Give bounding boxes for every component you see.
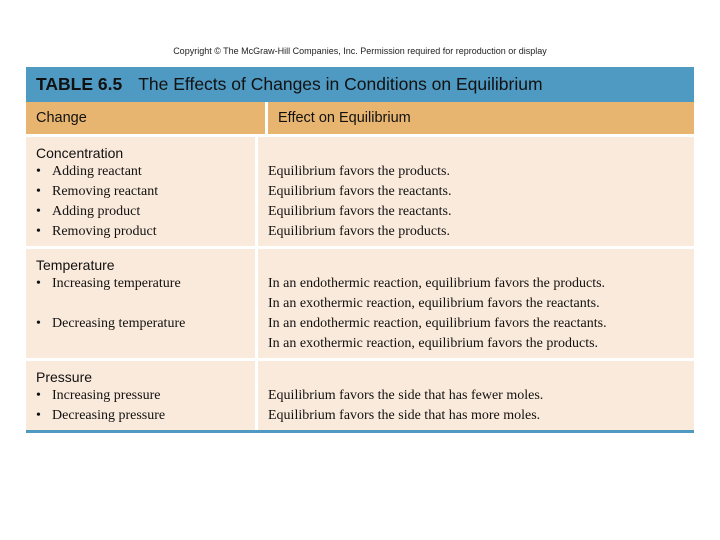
table-title: The Effects of Changes in Conditions on Equilibrium: [138, 74, 543, 94]
table-header-row: [26, 102, 694, 134]
copyright-notice: Copyright © The McGraw-Hill Companies, Inc. Permission required for reproduction or display: [173, 46, 547, 56]
change-item: • Decreasing temperature: [36, 314, 255, 334]
bullet-icon: •: [36, 316, 41, 331]
change-item: • Adding reactant: [36, 162, 255, 182]
change-item: • Adding product: [36, 202, 255, 222]
effect-item: In an exothermic reaction, equilibrium favors the reactants.: [268, 296, 600, 311]
section-temperature: [26, 246, 694, 358]
header-change: Change: [36, 110, 87, 126]
equilibrium-table: [26, 67, 694, 433]
section-pressure: [26, 358, 694, 430]
effect-item: Equilibrium favors the reactants.: [268, 184, 452, 199]
category-label: Pressure: [36, 369, 93, 385]
effect-item: In an exothermic reaction, equilibrium favors the products.: [268, 336, 599, 351]
table-bottom-rule: [26, 430, 694, 433]
change-item: • Removing reactant: [36, 182, 255, 202]
bullet-icon: •: [36, 184, 41, 199]
bullet-icon: •: [36, 276, 41, 291]
header-effect: Effect on Equilibrium: [278, 110, 411, 126]
change-item: • Increasing pressure: [36, 386, 255, 406]
change-item: • Increasing temperature: [36, 274, 255, 294]
effect-item: Equilibrium favors the products.: [268, 224, 450, 239]
bullet-icon: •: [36, 408, 41, 423]
effect-item: Equilibrium favors the products.: [268, 164, 450, 179]
table-number: TABLE 6.5: [36, 74, 123, 94]
category-label: Temperature: [36, 257, 115, 273]
bullet-icon: •: [36, 204, 41, 219]
change-item: • Removing product: [36, 222, 255, 242]
effect-item: Equilibrium favors the reactants.: [268, 204, 452, 219]
category-label: Concentration: [36, 145, 124, 161]
effect-item: Equilibrium favors the side that has fewer moles.: [268, 388, 544, 403]
table-title-bar: [26, 67, 694, 102]
bullet-icon: •: [36, 388, 41, 403]
section-concentration: [26, 134, 694, 246]
effect-item: In an endothermic reaction, equilibrium favors the reactants.: [268, 316, 607, 331]
change-item-spacer: [36, 294, 255, 314]
effect-item: Equilibrium favors the side that has more moles.: [268, 408, 541, 423]
bullet-icon: •: [36, 224, 41, 239]
change-item: • Decreasing pressure: [36, 406, 255, 426]
bullet-icon: •: [36, 164, 41, 179]
effect-item: In an endothermic reaction, equilibrium favors the products.: [268, 276, 606, 291]
